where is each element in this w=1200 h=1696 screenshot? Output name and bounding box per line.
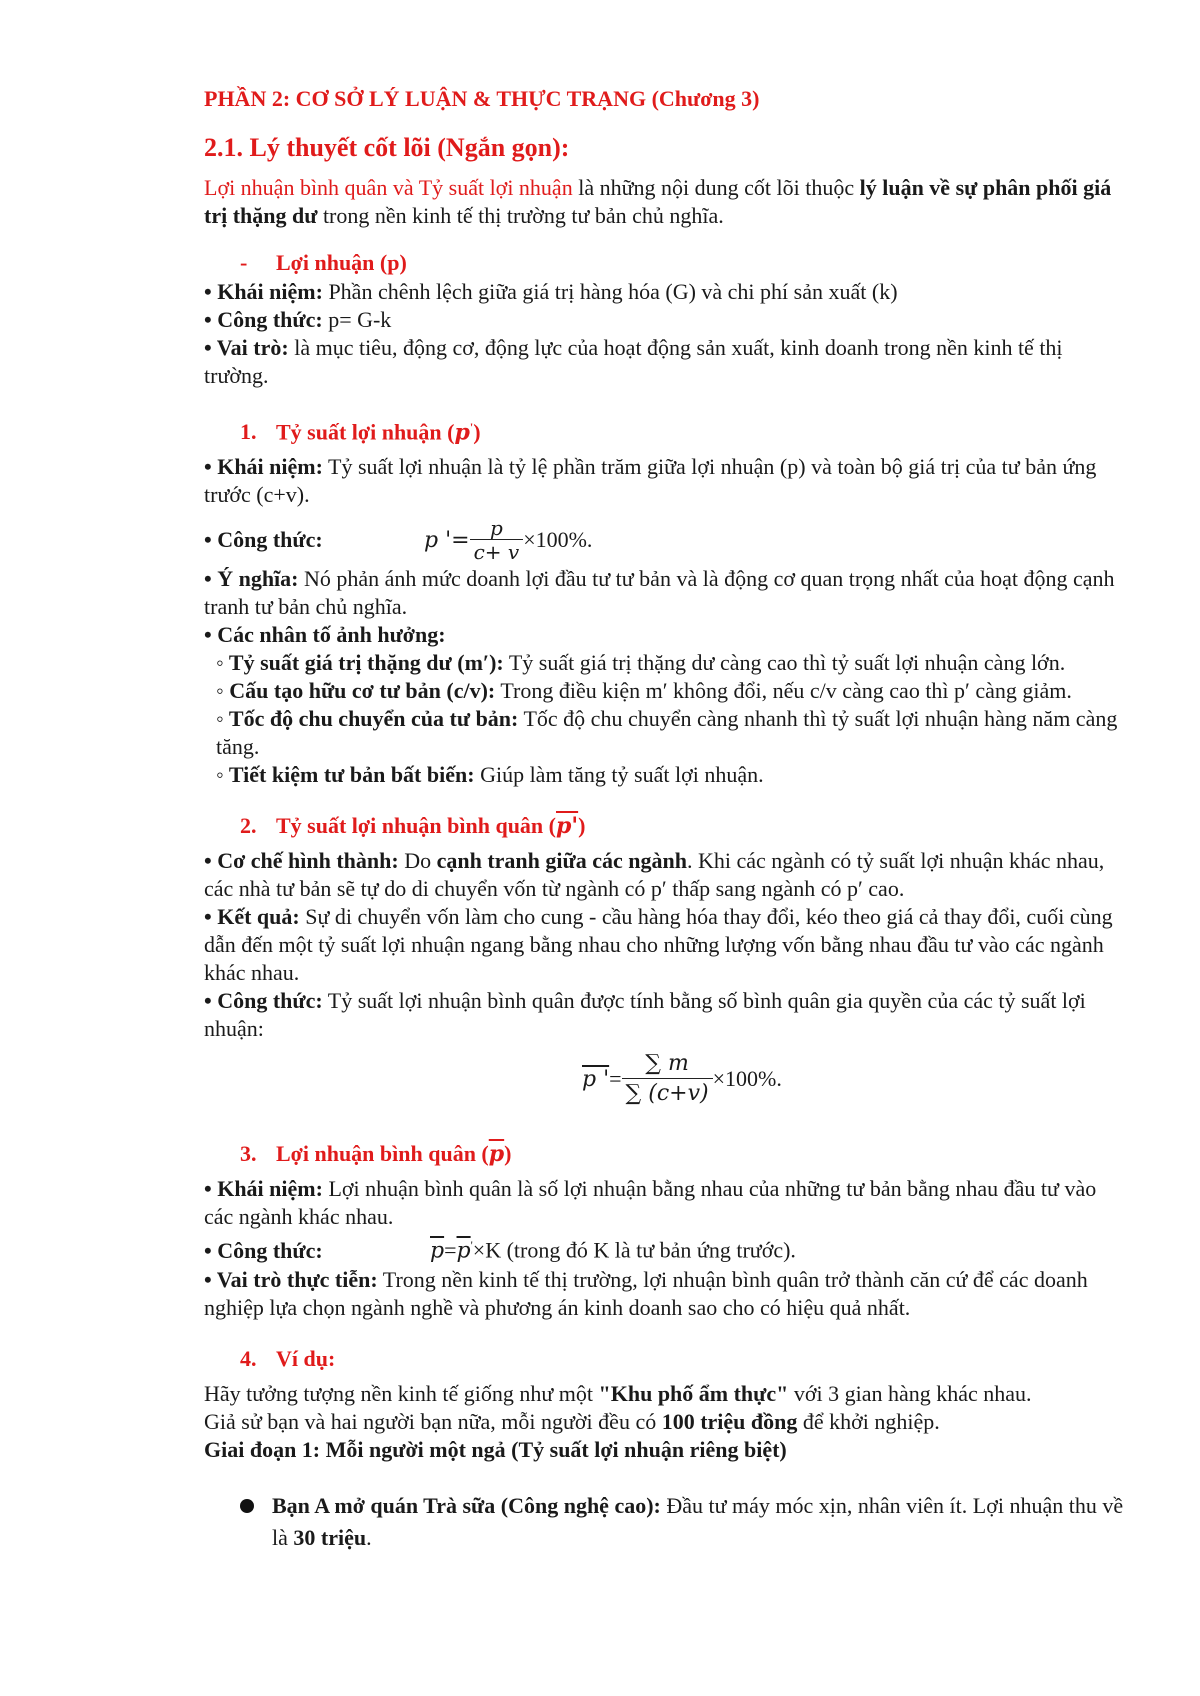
title-end: ) xyxy=(504,1141,512,1167)
numerator: p xyxy=(470,517,524,540)
label: • Công thức: xyxy=(204,307,323,332)
average-profit-concept xyxy=(204,1175,1124,1231)
text: Tỷ suất giá trị thặng dư càng cao thì tỷ suất lợi nhuận càng lớn. xyxy=(503,650,1066,676)
text-end: . xyxy=(366,1524,372,1550)
label: • Ý nghĩa: xyxy=(204,566,299,592)
bold-text: 100 triệu đồng xyxy=(661,1408,798,1434)
text: là mục tiêu, động cơ, động lực của hoạt động sản xuất, kinh doanh trong nền kinh tế thị trường. xyxy=(204,335,1063,388)
text: p= G-k xyxy=(322,307,392,332)
formula-tail: ×100%. xyxy=(712,1066,782,1092)
text: Tỷ suất lợi nhuận bình quân được tính bằng số bình quân gia quyền của các tỷ suất lợi nhuận: xyxy=(204,988,1086,1042)
intro-red-text: Lợi nhuận bình quân và Tỷ suất lợi nhuận xyxy=(204,175,573,200)
formula-equals: = xyxy=(444,1237,457,1263)
profit-rate-concept xyxy=(204,453,1124,509)
average-profit-role xyxy=(204,1266,1124,1322)
text: Lợi nhuận bình quân là số lợi nhuận bằng nhau của những tư bản bằng nhau đầu tư vào các ngành khác nhau. xyxy=(204,1176,1097,1230)
list-item xyxy=(204,649,1124,677)
document-page xyxy=(204,84,1124,1554)
symbol: $\overline{p}$ xyxy=(488,1141,505,1168)
denominator: ∑ (c+v) xyxy=(625,1080,709,1106)
intro-bold-text: lý luận về sự phân phối giá trị thặng dư xyxy=(204,175,1112,228)
section-title-text: Lợi nhuận (p) xyxy=(276,250,407,275)
formula-rhs: $\overline{p}$ xyxy=(456,1238,471,1264)
text: để khởi nghiệp. xyxy=(797,1408,940,1434)
section-marker: - xyxy=(240,250,248,275)
label: • Cơ chế hình thành: xyxy=(204,848,399,874)
profit-rate-meaning xyxy=(204,565,1124,621)
list-item xyxy=(204,705,1124,761)
label: • Các nhân tố ảnh hưởng: xyxy=(204,622,446,648)
section-title-text: Tỷ suất lợi nhuận ( xyxy=(276,419,455,445)
text: Đầu tư máy móc xịn, nhân viên ít. Lợi nhuận thu về là xyxy=(272,1492,1124,1550)
bullet-dot-icon xyxy=(240,1499,254,1513)
profit-formula xyxy=(204,306,1124,334)
label: • Vai trò: xyxy=(204,335,289,360)
text: Trong điều kiện m′ không đổi, nếu c/v càng cao thì p′ càng giảm. xyxy=(495,678,1072,704)
text: Giúp làm tăng tỷ suất lợi nhuận. xyxy=(474,762,764,788)
section-average-profit-rate-title xyxy=(204,811,1124,841)
formula-tail: ×100%. xyxy=(523,527,593,553)
denominator: c+ v xyxy=(473,539,520,564)
section-title-text: Ví dụ: xyxy=(276,1345,336,1371)
section-profit-title xyxy=(204,248,1124,278)
list-item xyxy=(204,677,1124,705)
formula-fraction xyxy=(470,517,524,564)
label: • Công thức: xyxy=(204,1237,323,1263)
section-title: 2.1. Lý thuyết cốt lõi (Ngắn gọn): xyxy=(204,133,570,162)
average-rate-formula-text xyxy=(204,987,1124,1043)
list-item xyxy=(204,761,1124,789)
formula-lhs: p ' xyxy=(582,1066,610,1092)
title-end: ) xyxy=(473,419,481,445)
intro-tail-text: trong nền kinh tế thị trường tư bản chủ nghĩa. xyxy=(317,203,724,228)
section-average-profit-title xyxy=(204,1139,1124,1169)
example-paragraph-2 xyxy=(204,1408,1124,1436)
label: ◦ Cấu tạo hữu cơ tư bản (c/v): xyxy=(216,678,496,704)
text: Hãy tưởng tượng nền kinh tế giống như một xyxy=(204,1380,599,1406)
bold-text: 30 triệu xyxy=(293,1524,367,1550)
text: . Khi các ngành có tỷ suất lợi nhuận khác nhau, các nhà tư bản sẽ tự do di chuyển vốn từ ngành có p′ thấp sang ngành có p′ cao. xyxy=(204,848,1105,902)
formula-lhs: $\overline{p}$ xyxy=(430,1238,445,1264)
example-paragraph-1 xyxy=(204,1380,1124,1408)
label: ◦ Tỷ suất giá trị thặng dư (m′): xyxy=(216,650,504,676)
profit-rate-formula xyxy=(204,515,1124,565)
label: • Công thức: xyxy=(204,988,323,1014)
text: Sự di chuyển vốn làm cho cung - cầu hàng hóa thay đổi, kéo theo giá cả thay đổi, cuối cùng dẫn đến một tỷ suất lợi nhuận ngang bằng nhau cho những lượng vốn bằng nhau đầu tư vào các ngành khác nhau. xyxy=(204,904,1113,986)
label: • Khái niệm: xyxy=(204,454,323,480)
numerator: ∑ m xyxy=(622,1050,713,1079)
formula-lhs: p '= xyxy=(424,527,470,553)
title-end: ) xyxy=(578,813,586,839)
label: • Vai trò thực tiễn: xyxy=(204,1266,378,1292)
text: Trong nền kinh tế thị trường, lợi nhuận bình quân trở thành căn cứ để các doanh nghiệp lựa chọn ngành nghề và phương án kinh doanh sao cho có hiệu quả nhất. xyxy=(204,1266,1088,1320)
bold-text: cạnh tranh giữa các ngành xyxy=(436,848,687,874)
label: • Khái niệm: xyxy=(204,279,323,304)
label: ◦ Tốc độ chu chuyển của tư bản: xyxy=(216,706,519,732)
formula-fraction xyxy=(622,1050,713,1109)
average-rate-formula xyxy=(204,1043,1124,1115)
profit-concept xyxy=(204,278,1124,306)
section-profit-rate-title: 1. Tỷ suất lợi nhuận (p') xyxy=(240,419,481,446)
intro-paragraph xyxy=(204,174,1124,230)
part-heading: PHẦN 2: CƠ SỞ LÝ LUẬN & THỰC TRẠNG (Chương 3) xyxy=(204,86,760,111)
label: • Kết quả: xyxy=(204,904,300,930)
bold-text: "Khu phố ẩm thực" xyxy=(598,1380,789,1406)
label: • Khái niệm: xyxy=(204,1176,323,1202)
section-title-text: Tỷ suất lợi nhuận bình quân ( xyxy=(276,813,556,839)
text: Tốc độ chu chuyển càng nhanh thì tỷ suất lợi nhuận hàng năm càng tăng. xyxy=(216,706,1118,760)
formula-tail: ×K (trong đó K là tư bản ứng trước). xyxy=(472,1237,796,1263)
mechanism xyxy=(204,847,1124,903)
section-number: 1. xyxy=(240,419,257,445)
text: Giả sử bạn và hai người bạn nữa, mỗi người đều có xyxy=(204,1408,662,1434)
label: • Công thức: xyxy=(204,527,323,553)
text: Nó phản ánh mức doanh lợi đầu tư tư bản và là động cơ quan trọng nhất của hoạt động cạnh tranh tư bản chủ nghĩa. xyxy=(204,566,1115,620)
result xyxy=(204,903,1124,987)
section-number: 4. xyxy=(240,1345,257,1371)
text: Tỷ suất lợi nhuận là tỷ lệ phần trăm giữa lợi nhuận (p) và toàn bộ giá trị của tư bản ứng trước (c+v). xyxy=(204,454,1097,508)
section-example-title xyxy=(204,1344,1124,1374)
symbol: p xyxy=(454,419,470,446)
profit-role xyxy=(204,334,1124,390)
average-profit-formula: • Công thức: $\overline{p}=\overline{p}'\times K$ (trong đó K là tư bản ứng trước). xyxy=(204,1237,796,1264)
section-number: 3. xyxy=(240,1141,257,1167)
label: ◦ Tiết kiệm tư bản bất biến: xyxy=(216,762,475,788)
label: Bạn A mở quán Trà sữa (Công nghệ cao): xyxy=(272,1492,661,1518)
section-title-text: Lợi nhuận bình quân ( xyxy=(276,1141,489,1167)
factors-heading xyxy=(204,621,1124,649)
text: Do xyxy=(398,848,437,874)
text: Phần chênh lệch giữa giá trị hàng hóa (G) và chi phí sản xuất (k) xyxy=(322,279,898,304)
section-number: 2. xyxy=(240,813,257,839)
factors-list xyxy=(204,649,1124,789)
stage-heading: Giai đoạn 1: Mỗi người một ngả (Tỷ suất lợi nhuận riêng biệt) xyxy=(204,1436,787,1462)
text: với 3 gian hàng khác nhau. xyxy=(788,1380,1032,1406)
intro-mid-text: là những nội dung cốt lõi thuộc xyxy=(572,175,860,200)
formula-equals: = xyxy=(609,1066,622,1092)
symbol: p' xyxy=(556,813,579,840)
list-item xyxy=(204,1490,1124,1554)
